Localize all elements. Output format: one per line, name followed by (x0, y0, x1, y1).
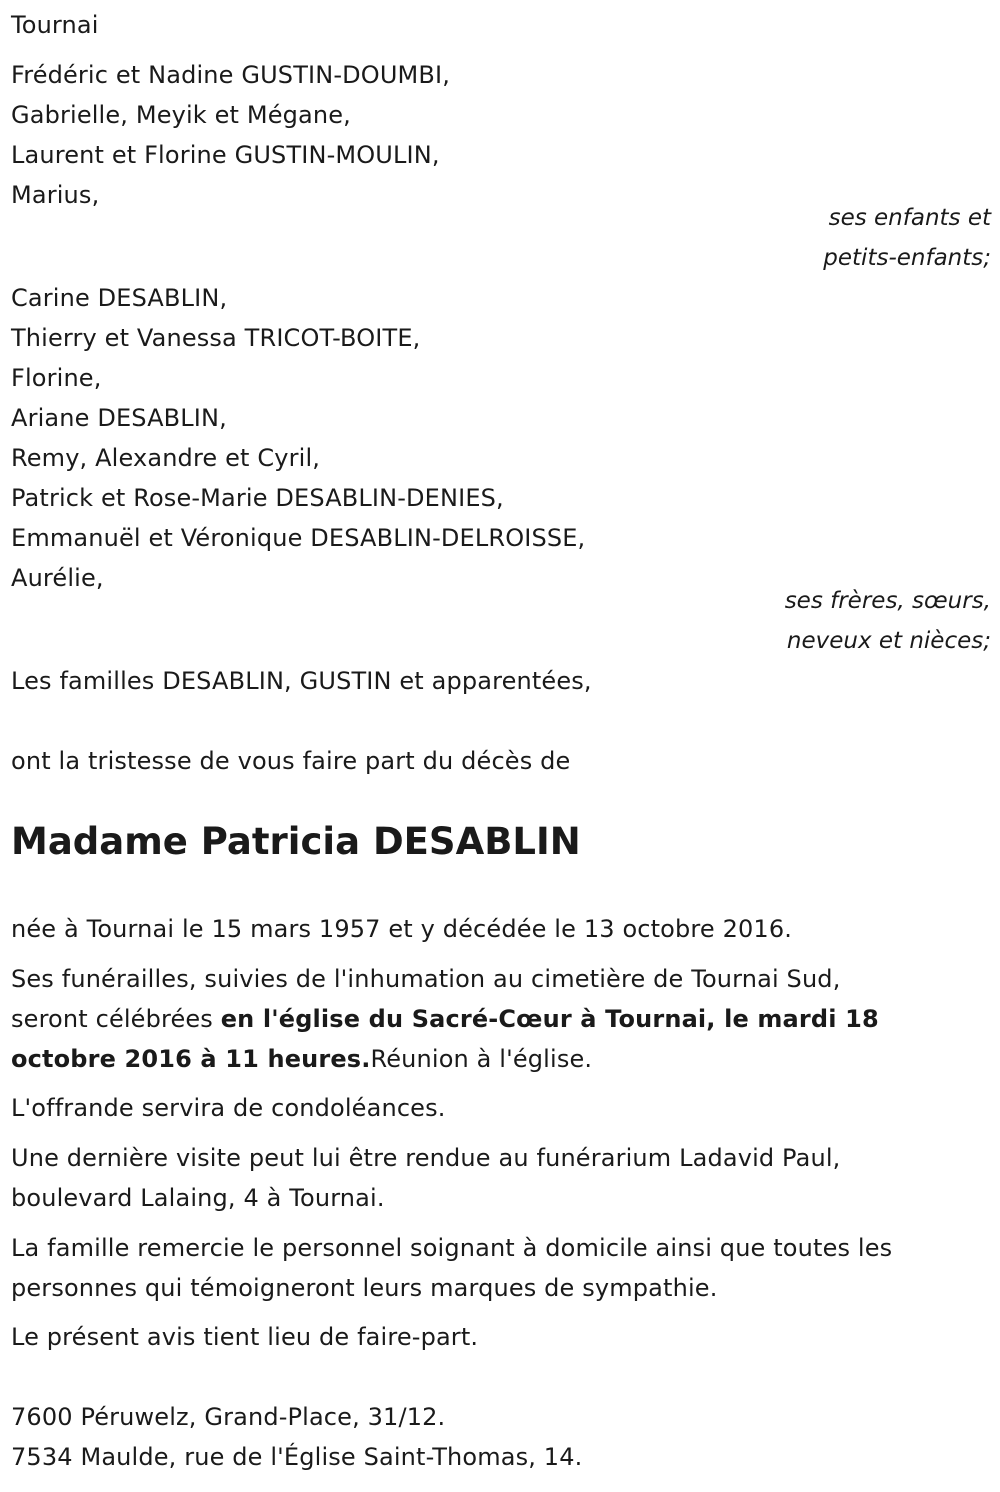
children-relation-line-1: ses enfants et (828, 205, 991, 231)
families-line: Les familles DESABLIN, GUSTIN et apparentées, (11, 667, 592, 695)
offering-line: L'offrande servira de condoléances. (11, 1094, 446, 1122)
children-line-3: Laurent et Florine GUSTIN-MOULIN, (11, 141, 440, 169)
notice-line: Le présent avis tient lieu de faire-part. (11, 1323, 479, 1351)
siblings-line-3: Florine, (11, 364, 102, 392)
children-line-1: Frédéric et Nadine GUSTIN-DOUMBI, (11, 61, 451, 89)
address-line-1: 7600 Péruwelz, Grand-Place, 31/12. (11, 1403, 446, 1431)
funeral-line-3-bold: octobre 2016 à 11 heures. (11, 1045, 371, 1073)
siblings-line-8: Aurélie, (11, 564, 104, 592)
visit-line-2: boulevard Lalaing, 4 à Tournai. (11, 1184, 385, 1212)
siblings-line-7: Emmanuël et Véronique DESABLIN-DELROISSE, (11, 524, 586, 552)
thanks-line-1: La famille remercie le personnel soignant à domicile ainsi que toutes les (11, 1234, 893, 1262)
children-relation-line-2: petits-enfants; (823, 245, 991, 271)
siblings-line-2: Thierry et Vanessa TRICOT-BOITE, (11, 324, 421, 352)
children-line-2: Gabrielle, Meyik et Mégane, (11, 101, 351, 129)
siblings-line-5: Remy, Alexandre et Cyril, (11, 444, 321, 472)
siblings-relation-line-2: neveux et nièces; (786, 628, 991, 654)
thanks-line-2: personnes qui témoigneront leurs marques de sympathie. (11, 1274, 718, 1302)
children-line-4: Marius, (11, 181, 100, 209)
birth-death-line: née à Tournai le 15 mars 1957 et y décédée le 13 octobre 2016. (11, 915, 793, 943)
visit-line-1: Une dernière visite peut lui être rendue au funérarium Ladavid Paul, (11, 1144, 841, 1172)
siblings-line-6: Patrick et Rose-Marie DESABLIN-DENIES, (11, 484, 504, 512)
funeral-line-3-suffix: Réunion à l'église. (370, 1045, 593, 1073)
funeral-line-2-bold: en l'église du Sacré-Cœur à Tournai, le mardi 18 (220, 1005, 879, 1033)
city-heading: Tournai (11, 11, 99, 39)
announcement-line: ont la tristesse de vous faire part du décès de (11, 747, 571, 775)
siblings-line-1: Carine DESABLIN, (11, 284, 228, 312)
siblings-relation-line-1: ses frères, sœurs, (784, 588, 991, 614)
funeral-line-3 (11, 1044, 592, 1074)
funeral-line-2-prefix: seront célébrées (11, 1005, 221, 1033)
siblings-line-4: Ariane DESABLIN, (11, 404, 227, 432)
funeral-line-2 (11, 1004, 879, 1034)
funeral-line-1: Ses funérailles, suivies de l'inhumation au cimetière de Tournai Sud, (11, 965, 841, 993)
deceased-name: Madame Patricia DESABLIN (11, 820, 581, 863)
address-line-2: 7534 Maulde, rue de l'Église Saint-Thomas, 14. (11, 1443, 583, 1471)
